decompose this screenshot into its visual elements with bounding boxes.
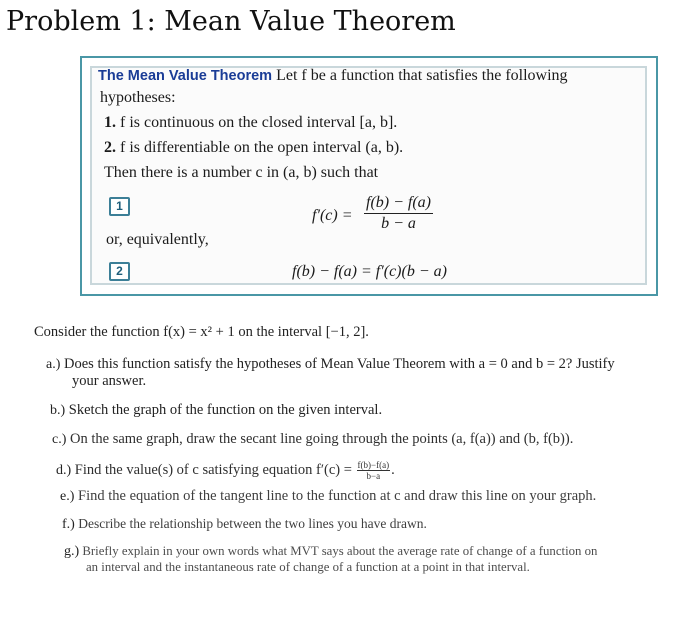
equation-2-tag: 2 [109,262,130,281]
equation-1-denominator: b − a [381,215,416,232]
equation-1-lhs: f′(c) = [312,207,353,224]
question-d [56,460,395,481]
question-e-label: e.) [60,489,75,504]
question-e [60,488,596,505]
theorem-first-line [98,67,568,85]
question-f-label: f.) [62,517,75,532]
question-g-cont: an interval and the instantaneous rate of change of a function at a point in that interval. [86,560,530,574]
equation-1-tag: 1 [109,197,130,216]
question-g-label: g.) [64,544,80,559]
equation-1-numerator: f(b) − f(a) [364,194,433,214]
question-c-text: On the same graph, draw the secant line going through the points (a, f(a)) and (b, f(b)). [70,431,574,447]
question-d-denominator: b−a [366,471,381,481]
question-f-text: Describe the relationship between the two lines you have drawn. [78,516,427,531]
hypothesis-1 [104,114,397,132]
hypothesis-2 [104,139,403,157]
question-b [50,402,382,419]
question-d-end: . [391,461,395,478]
question-a-cont: your answer. [72,373,147,389]
theorem-conclusion: Then there is a number c in (a, b) such that [104,164,379,181]
hypothesis-1-number: 1. [104,114,116,131]
equation-1-fraction [364,194,433,233]
question-c [52,431,573,448]
question-d-fraction [357,460,391,481]
question-g-text: Briefly explain in your own words what MVT says about the average rate of change of a function on [82,544,598,558]
question-f [62,516,427,533]
hypothesis-2-text: f is differentiable on the open interval (a, b). [120,139,404,156]
theorem-intro: Let f be a function that satisfies the following [276,67,568,84]
question-g [64,544,597,560]
question-d-text: Find the value(s) of c satisfying equation f′(c) = [74,461,352,478]
question-d-label: d.) [56,462,72,478]
question-a [46,356,615,373]
question-b-label: b.) [50,403,66,418]
problem-intro: Consider the function f(x) = x² + 1 on the interval [−1, 2]. [34,324,369,340]
question-c-label: c.) [52,432,67,447]
question-a-label: a.) [46,357,61,372]
theorem-heading: The Mean Value Theorem [98,68,273,84]
hypothesis-2-number: 2. [104,139,116,156]
hypothesis-1-text: f is continuous on the closed interval [a, b]. [120,114,398,131]
equation-2: f(b) − f(a) = f′(c)(b − a) [292,263,447,280]
page-title: Problem 1: Mean Value Theorem [6,6,456,37]
question-a-text: Does this function satisfy the hypotheses of Mean Value Theorem with a = 0 and b = 2? Justify [64,356,615,372]
theorem-intro-cont: hypotheses: [100,89,176,106]
equivalently-text: or, equivalently, [106,231,209,248]
question-d-numerator: f(b)−f(a) [357,460,390,470]
question-e-text: Find the equation of the tangent line to the function at c and draw this line on your graph. [78,488,597,504]
question-b-text: Sketch the graph of the function on the given interval. [68,402,383,418]
